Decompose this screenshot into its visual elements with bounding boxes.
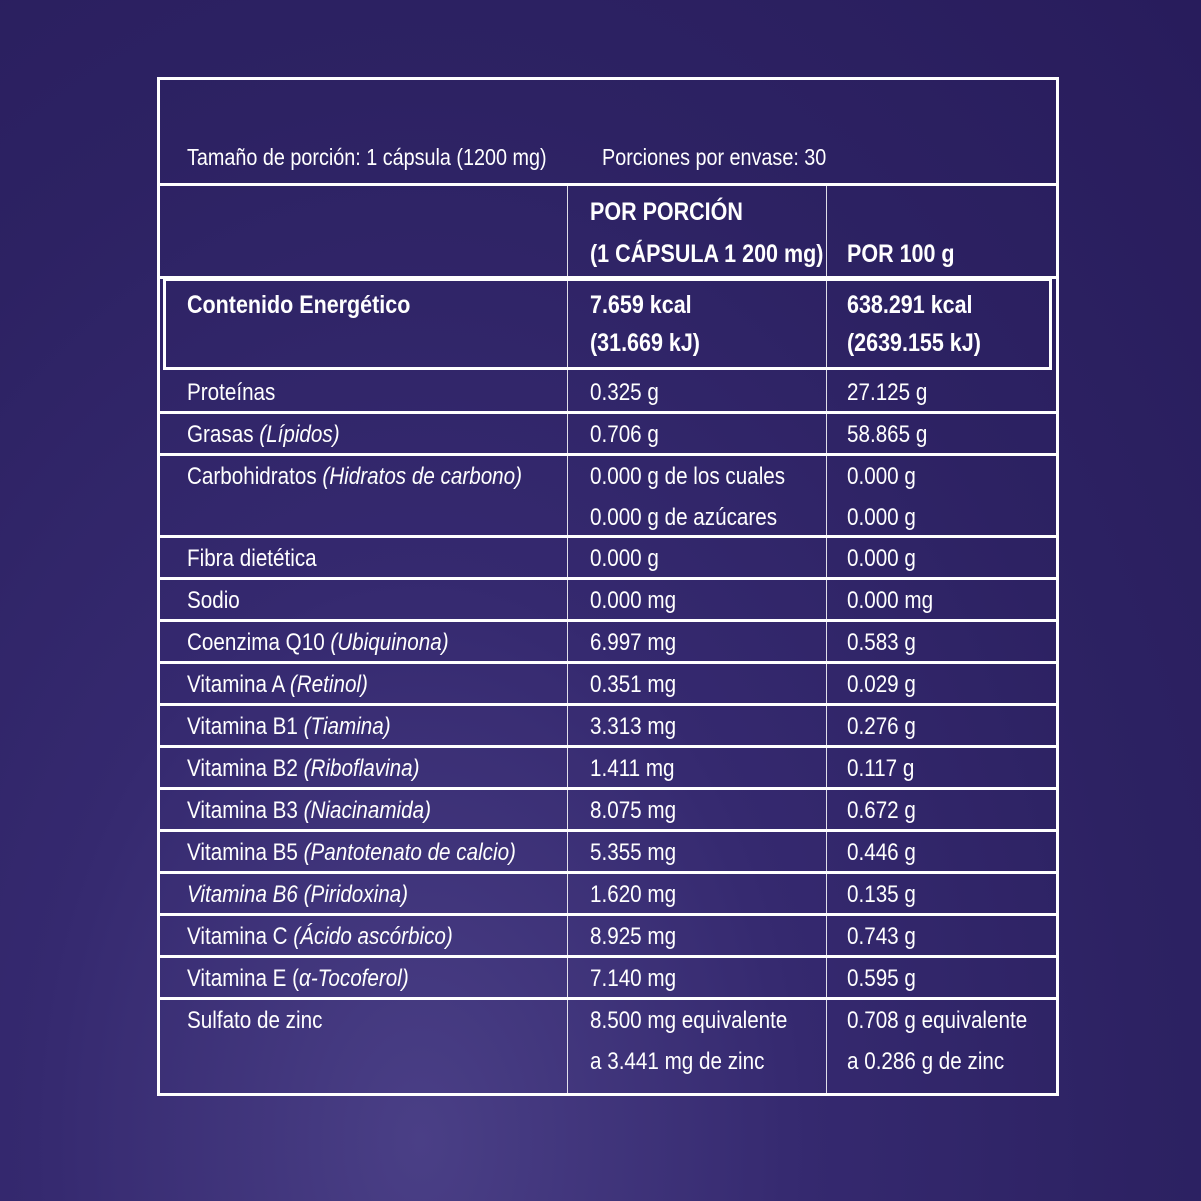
per-serving-value-line2: a 3.441 mg de zinc xyxy=(590,1048,765,1075)
nutrient-name xyxy=(187,883,408,907)
nutrient-label: Proteínas xyxy=(187,379,276,406)
nutrient-name xyxy=(187,589,240,613)
per-100g-value: 0.743 g xyxy=(847,923,916,950)
per-100g-value: 0.000 g xyxy=(847,463,916,490)
nutrient-note: α-Tocoferol) xyxy=(299,965,409,992)
nutrient-row xyxy=(160,958,1056,1000)
per-100g-value: 0.029 g xyxy=(847,671,916,698)
nutrient-name xyxy=(187,715,391,739)
nutrient-label: Vitamina C xyxy=(187,923,294,950)
nutrient-note: (Pantotenato de calcio) xyxy=(303,839,516,866)
nutrient-note: (Hidratos de carbono) xyxy=(322,463,523,490)
serving-size: Tamaño de porción: 1 cápsula (1200 mg) xyxy=(187,144,547,170)
per-100g-value: 58.865 g xyxy=(847,421,928,448)
serving-info-row xyxy=(160,80,1056,186)
nutrient-name xyxy=(187,799,431,823)
per-serving-value: 1.620 mg xyxy=(590,881,677,908)
nutrient-note: (Tiamina) xyxy=(303,713,391,740)
nutrient-note: (Retinol) xyxy=(289,671,368,698)
per-100g-value: 0.000 mg xyxy=(847,587,934,614)
energy-label: Contenido Energético xyxy=(187,291,411,319)
per-serving-value: 6.997 mg xyxy=(590,629,677,656)
per-serving-value-line2: 0.000 g de azúcares xyxy=(590,504,778,531)
per-100g-header: POR 100 g xyxy=(847,240,955,268)
nutrient-row xyxy=(160,916,1056,958)
per-serving-subheader: (1 CÁPSULA 1 200 mg) xyxy=(590,240,824,268)
nutrient-note: (Riboflavina) xyxy=(303,755,420,782)
nutrient-name xyxy=(187,381,275,405)
nutrient-row xyxy=(160,832,1056,874)
servings-per-container: Porciones por envase: 30 xyxy=(602,144,827,170)
per-serving-value: 8.500 mg equivalente xyxy=(590,1007,788,1034)
per-serving-value: 0.351 mg xyxy=(590,671,677,698)
per-100g-value: 0.135 g xyxy=(847,881,916,908)
per-serving-value: 1.411 mg xyxy=(590,755,675,782)
per-serving-value: 0.325 g xyxy=(590,379,659,406)
nutrient-note: (Ácido ascórbico) xyxy=(293,923,453,950)
nutrient-label: Vitamina B5 xyxy=(187,839,304,866)
per-100g-value: 0.276 g xyxy=(847,713,916,740)
nutrient-name xyxy=(187,757,420,781)
per-serving-value: 0.706 g xyxy=(590,421,659,448)
nutrient-name xyxy=(187,1009,322,1033)
nutrient-label: Sodio xyxy=(187,587,240,614)
per-serving-value: 0.000 mg xyxy=(590,587,677,614)
per-100g-value: 0.117 g xyxy=(847,755,915,782)
nutrient-row xyxy=(160,538,1056,580)
nutrient-name xyxy=(187,673,368,697)
nutrient-row xyxy=(160,664,1056,706)
per-100g-value: 0.583 g xyxy=(847,629,916,656)
nutrient-label: Vitamina B1 xyxy=(187,713,304,740)
nutrient-label: Fibra dietética xyxy=(187,545,317,572)
per-100g-value: 0.708 g equivalente xyxy=(847,1007,1028,1034)
nutrient-row xyxy=(160,874,1056,916)
nutrient-name xyxy=(187,465,522,489)
nutrient-name xyxy=(187,631,449,655)
nutrient-row xyxy=(160,580,1056,622)
per-serving-value: 0.000 g xyxy=(590,545,659,572)
per-serving-value: 3.313 mg xyxy=(590,713,677,740)
nutrient-label: Vitamina B2 xyxy=(187,755,304,782)
per-serving-value: 7.140 mg xyxy=(590,965,677,992)
nutrient-row xyxy=(160,456,1056,538)
nutrient-label: Coenzima Q10 xyxy=(187,629,331,656)
energy-serving-kcal: 7.659 kcal xyxy=(590,291,692,319)
nutrient-row xyxy=(160,1000,1056,1093)
nutrient-note: (Lípidos) xyxy=(259,421,340,448)
nutrient-label: Vitamina E ( xyxy=(187,965,300,992)
per-100g-value: 0.446 g xyxy=(847,839,916,866)
per-100g-value: 27.125 g xyxy=(847,379,928,406)
per-serving-value: 0.000 g de los cuales xyxy=(590,463,786,490)
nutrient-name xyxy=(187,423,340,447)
nutrient-label: Grasas xyxy=(187,421,260,448)
per-serving-value: 8.075 mg xyxy=(590,797,677,824)
nutrient-note: (Niacinamida) xyxy=(303,797,431,824)
nutrient-name xyxy=(187,841,516,865)
nutrient-row xyxy=(160,748,1056,790)
per-100g-value-line2: 0.000 g xyxy=(847,504,916,531)
per-100g-value: 0.595 g xyxy=(847,965,916,992)
per-serving-value: 5.355 mg xyxy=(590,839,677,866)
per-serving-header: POR PORCIÓN xyxy=(590,198,743,226)
per-serving-value: 8.925 mg xyxy=(590,923,677,950)
nutrient-row xyxy=(160,414,1056,456)
energy-per100-kj: (2639.155 kJ) xyxy=(847,329,981,357)
per-100g-value: 0.000 g xyxy=(847,545,916,572)
nutrient-note: Vitamina B6 (Piridoxina) xyxy=(187,881,409,908)
energy-highlight-box xyxy=(163,278,1052,370)
per-100g-value-line2: a 0.286 g de zinc xyxy=(847,1048,1005,1075)
nutrient-label: Sulfato de zinc xyxy=(187,1007,323,1034)
nutrient-row xyxy=(160,372,1056,414)
nutrient-row xyxy=(160,622,1056,664)
nutrient-note: (Ubiquinona) xyxy=(330,629,449,656)
nutrient-label: Vitamina B3 xyxy=(187,797,304,824)
nutrient-name xyxy=(187,547,317,571)
energy-per100-kcal: 638.291 kcal xyxy=(847,291,973,319)
nutrient-label: Carbohidratos xyxy=(187,463,323,490)
nutrient-row xyxy=(160,790,1056,832)
energy-serving-kj: (31.669 kJ) xyxy=(590,329,700,357)
column-header-row xyxy=(160,186,1056,279)
per-100g-value: 0.672 g xyxy=(847,797,916,824)
nutrient-name xyxy=(187,967,409,991)
nutrient-row xyxy=(160,706,1056,748)
nutrient-label: Vitamina A xyxy=(187,671,290,698)
nutrient-name xyxy=(187,925,453,949)
